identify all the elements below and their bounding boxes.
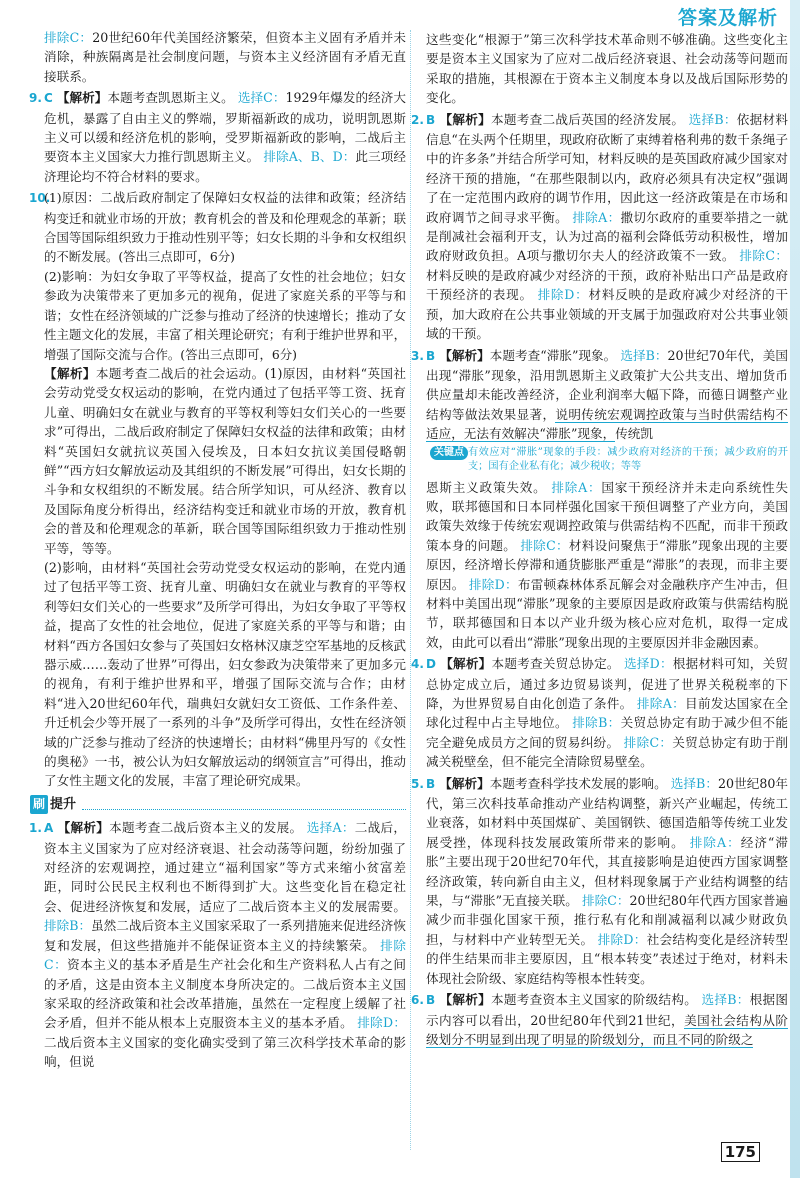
- option-tag: 排除A、B、D：: [263, 149, 356, 165]
- option-tag: 排除B：: [572, 715, 621, 731]
- section-rule: [82, 799, 406, 810]
- analysis-text: 20世纪70年代，美国出现“滞胀”现象，沿用凯恩斯主义政策扩大公共支出、增加货币供应量却未能改善经济，企业利润率大幅下降，而德日调整产业结构等做法效果显著，: [426, 347, 788, 422]
- answer-item-4: [411, 654, 789, 771]
- question-number: 2.: [411, 112, 424, 127]
- analysis-text: 国家干预经济并未走向系统性失败，联邦德国和日本同样强化国家干预但调整了产业方向，美国政策失效缘于传统宏观调控政策与供需结构不匹配，而非干预政策本身的问题。: [426, 479, 789, 553]
- analysis-label: 【解析】: [439, 992, 491, 1008]
- analysis-label: 【解析】: [44, 365, 96, 381]
- answer-letter: B: [426, 993, 436, 1008]
- analysis-label: 【解析】: [439, 347, 490, 363]
- reference-answer-2: (2)影响：为妇女争取了平等权益，提高了女性的社会地位；妇女参政为决策带来了更加多元的视角，促进了家庭关系的平等与和谐；女性在经济领域的广泛参与推动了经济的快速增长；推动了女性主题文化的发展，丰富了相关理论研究；有利于维护世界和平，增强了国际交流与合作。(答出三点即可，6分): [44, 268, 406, 362]
- analysis-text: 根据图示内容可以看出，20世纪80年代到21世纪，: [426, 992, 789, 1028]
- page-edge-tab: [790, 0, 800, 1178]
- page-number: 175: [721, 1142, 760, 1162]
- analysis-text: 虽然二战后资本主义国家采取了一系列措施来促进经济恢复和发展，但这些措施并不能保证资本主义的持续繁荣。: [44, 918, 406, 953]
- option-tag: 排除C：: [581, 893, 630, 909]
- option-tag: 选择A：: [306, 820, 355, 836]
- analysis-text: 本题考查二战后资本主义的发展。: [109, 820, 303, 836]
- option-tag: 排除D：: [357, 1015, 407, 1031]
- analysis-text: 关贸总协定有助于削减关税壁垒，但不能完全清除贸易壁垒。: [426, 734, 788, 770]
- underlined-text: 美国社会结构从阶级划分不明显到出现了明显的阶级划分，而且不同的阶级之: [426, 1012, 789, 1047]
- option-tag: 排除C：: [44, 937, 406, 973]
- analysis-text: 资本主义的基本矛盾是生产社会化和生产资料私人占有之间的矛盾，这是由资本主义制度本身所决定的。二战后资本主义国家采取的经济政策和社会改革措施，虽然在一定程度上缓解了社会矛盾，但并不能从根本上克服资本主义的基本矛盾。: [44, 957, 407, 1031]
- option-tag: 排除B：: [44, 918, 92, 934]
- analysis-text: 本题考查关贸总协定。: [491, 656, 620, 672]
- answer-continuation: 这些变化“根源于”第三次科学技术革命则不够准确。这些变化主要是资本主义国家为了应对二战后经济衰退、社会动荡等问题而采取的措施，其根源在于资本主义制度本身以及战后国际形势的变化。: [426, 32, 788, 106]
- answer-item-9: [29, 88, 407, 186]
- analysis-text: 1929年爆发的经济大危机，暴露了自由主义的弊端，罗斯福新政的成功，说明凯恩斯主义可以缓和经济危机的影响，受罗斯福新政的影响，二战后主要资本主义国家大力推行凯恩斯主义。: [44, 90, 407, 165]
- analysis-text: 此三项经济理论均不符合材料的要求。: [44, 149, 406, 184]
- analysis-text: 根据材料可知，关贸总协定成立后，通过多边贸易谈判，促进了世界关税税率的下降，为世界贸易自由化创造了条件。: [426, 656, 788, 711]
- option-tag: 排除C：: [739, 248, 788, 264]
- option-tag: 排除A：: [551, 479, 602, 495]
- answer-item-6: [411, 990, 789, 1049]
- analysis-text: 本题考查凯恩斯主义。: [107, 90, 234, 106]
- question-number: 6.: [411, 993, 424, 1008]
- answer-letter: B: [426, 776, 436, 791]
- option-tag: 选择B：: [670, 775, 718, 791]
- option-tag: 排除A：: [572, 209, 621, 225]
- analysis-text: 二战后资本主义国家的变化确实受到了第三次科学技术革命的影响，但说: [44, 1034, 406, 1070]
- answer-item-3: [411, 346, 789, 653]
- analysis-text: 依据材料信息“在头两个任期里，现政府砍断了束缚着格利弗的数千条绳子中的许多条”并结合所学可知，材料反映的是英国政府减少国家对经济干预的措施，“在那些限制以内，政府必须具有决定权”强调了在一定范围内政府的调节作用，因此这一经济政策是在市场和政府调节之间寻求平衡。: [426, 111, 789, 225]
- option-tag: 排除A：: [636, 696, 686, 711]
- right-column: [411, 30, 789, 1051]
- analysis-label: 【解析】: [439, 775, 490, 791]
- answer-letter: A: [44, 821, 54, 836]
- analysis-text: 二战后，资本主义国家为了应对经济衰退、社会动荡等问题，纷纷加强了对经济的宏观调控，通过建立“福利国家”等方式来缩小贫富差距，同时公民民主权利也不断得到扩大。这些变化旨在稳定社会、促进经济恢复和发展，适应了二战后资本主义的发展需要。: [44, 820, 406, 914]
- option-tag: 排除C：: [44, 30, 93, 45]
- answer-item-10: [29, 188, 407, 791]
- section-badge: 刷: [30, 795, 48, 814]
- analysis-text: 社会结构变化是经济转型的伴生结果而非主要原因，且“根本转变”表述过于绝对，材料未体现社会阶级、家庭结构等根本性转变。: [426, 931, 789, 986]
- analysis-text: 关贸总协定有助于减少但不能完全避免成员方之间的贸易纠纷。: [426, 715, 789, 750]
- answer-text: 20世纪60年代美国经济繁荣，但资本主义固有矛盾并未消除，种族隔离是社会制度问题，与资本主义经济固有矛盾无直接联系。: [44, 30, 406, 84]
- question-number: 9.: [29, 91, 42, 106]
- analysis-label: 【解析】: [56, 90, 108, 106]
- left-column: [29, 28, 407, 1074]
- option-tag: 排除C：: [520, 537, 569, 553]
- answer-letter: B: [426, 348, 436, 363]
- answer-letter: B: [426, 112, 436, 127]
- answer-continuation: [44, 28, 406, 86]
- analysis-text: 材料设问聚焦于“滞胀”现象出现的主要原因，经济增长停滞和通货膨胀严重是“滞胀”的表现，而非主要原因。: [426, 537, 788, 592]
- option-tag: 选择B：: [701, 992, 750, 1008]
- answer-item-2: [411, 110, 789, 344]
- page-header: [0, 0, 800, 30]
- analysis-text: 恩斯主义政策失效。: [426, 479, 547, 495]
- question-number: 3.: [411, 348, 424, 363]
- answer-letter: D: [426, 657, 436, 672]
- section-label: 提升: [50, 796, 77, 812]
- analysis-paragraph-2: (2)影响，由材料“英国社会劳动党受女权运动的影响，在党内通过了包括平等工资、抚育儿童、明确妇女在就业与教育的平等权利等妇女们关心的一些要求”及所学可得出，为妇女争取了平等权益，提高了女性的社会地位，促进了家庭关系的平等与和谐；由材料“西方各国妇女参与了英国妇女格林汉康芝空军基地的反核武器示威……轰动了世界”可得出，妇女参政为决策带来了更加多元的视角，有利于维护世界和平，增强了国际交流与合作；由材料“进入20世纪60年代，瑞典妇女就妇女工资低、工作条件差、升迁机会少等开展了一系列的斗争”及所学可得出，女性在经济领域的广泛参与推动了经济的快速增长；由材料“佛里丹写的《女性的奥秘》一书，被公认为妇女解放运动的纲领宣言”可得出，推动了女性主题文化的发展，丰富了理论研究成果。: [44, 559, 406, 789]
- option-tag: 排除D：: [537, 287, 589, 303]
- analysis-text: 传统凯: [615, 426, 653, 442]
- option-tag: 选择B：: [620, 347, 668, 363]
- answer-item-5: [411, 774, 789, 988]
- analysis-text: 本题考查二战后英国的经济发展。: [491, 111, 685, 127]
- answer-letter: C: [44, 91, 53, 106]
- column-divider: [410, 30, 411, 1150]
- reference-answer-1: (1)原因：二战后政府制定了保障妇女权益的法律和政策；经济结构变迁和就业市场的开放；教育机会的普及和伦理观念的革新；联合国等国际组织致力于推动性别平等；妇女长期的斗争和女权组织的不断发展。(答出三点即可，6分): [44, 190, 406, 265]
- analysis-text: 材料反映的是政府减少对经济的干预，政府补贴出口产品是政府干预经济的表现。: [426, 267, 788, 303]
- analysis-text: 本题考查资本主义国家的阶级结构。: [491, 992, 698, 1008]
- answer-item-1: [29, 818, 407, 1071]
- question-number: 5.: [411, 776, 424, 791]
- analysis-text: 目前发达国家在全球化过程中占主导地位。: [426, 696, 788, 731]
- option-tag: 排除D：: [597, 931, 647, 947]
- analysis-text: 本题考查二战后的社会运动。(1)原因，由材料“英国社会劳动党受女权运动的影响，在党内通过了包括平等工资、抚育儿童、明确妇女在就业与教育的平等权利等妇女们关心的一些要求”可得出，二战后政府制定了保障妇女权益的法律和政策；由材料“英国妇女就抗议英国入侵埃及，日本妇女抗议美国侵略朝鲜”“西方妇女解放运动及其组织的不断发展”可得出，妇女长期的斗争和女权组织的不断发展。结合所学知识，可从经济、教育以及国际角度分析得出，经济结构变迁和就业市场的开放，教育机会的普及和伦理观念的革新，联合国等国际组织致力于推动性别平等，等等。: [44, 365, 407, 556]
- analysis-text: 材料反映的是政府减少对经济的干预，加大政府在公共事业领域的开支属于加强政府对公共事业领域的干预。: [426, 287, 788, 342]
- key-point-note: [426, 446, 788, 474]
- question-number: 4.: [411, 657, 424, 672]
- analysis-label: 【解析】: [57, 820, 110, 836]
- key-point-badge: 关键点: [430, 446, 468, 460]
- option-tag: 排除A：: [689, 834, 741, 850]
- key-point-text: 有效应对“滞胀”现象的手段：减少政府对经济的干预；减少政府的开支；国有企业私有化；减少税收；等等: [468, 446, 788, 472]
- analysis-text: 20世纪80年代西方国家普遍减少而非强化国家干预，推行私有化和削减福利以减少财政负担，与材料中产业转型无关。: [426, 893, 788, 947]
- analysis-text: 经济“滞胀”主要出现于20世纪70年代，其直接影响是迫使西方国家调整经济政策，转向新自由主义，但材料现象属于产业结构调整的结果，与“滞胀”无直接关联。: [426, 834, 788, 909]
- question-number: 1.: [29, 821, 42, 836]
- analysis-text: 20世纪80年代，第三次科技革命推动产业结构调整，新兴产业崛起，传统工业衰落，如材料中英国煤矿、美国钢铁、德国造船等传统工业发展受挫，体现科技发展政策所带来的影响。: [426, 775, 789, 850]
- analysis-label: 【解析】: [439, 111, 491, 127]
- analysis-text: 本题考查“滞胀”现象。: [489, 347, 617, 363]
- analysis-text: 布雷顿森林体系瓦解会对金融秩序产生冲击，但材料中美国出现“滞胀”现象的主要原因是政府政策与供需结构脱节，联邦德国和日本以产业升级为核心应对危机，取得一定成效，由此可以看出“滞胀”现象出现的主要原因并非金融因素。: [426, 576, 788, 650]
- analysis-paragraph: [44, 364, 406, 558]
- analysis-text: 撒切尔政府的重要举措之一就是削减社会福利开支，认为过高的福利会降低劳动积极性，增加政府财政负担。A项与撒切尔夫人的经济政策不一致。: [426, 209, 788, 264]
- option-tag: 排除D：: [468, 576, 518, 592]
- option-tag: 选择D：: [623, 656, 673, 672]
- section-heading: [30, 795, 406, 814]
- header-title: 答案及解析: [677, 7, 778, 29]
- underlined-text: 说明传统宏观调控政策与当时供需结构不适应，无法有效解决“滞胀”现象，: [426, 406, 789, 442]
- option-tag: 排除C：: [623, 734, 673, 750]
- option-tag: 选择C：: [237, 90, 286, 106]
- option-tag: 选择B：: [688, 111, 737, 127]
- question-number: 10.: [29, 191, 51, 206]
- analysis-text: 本题考查科学技术发展的影响。: [489, 775, 667, 791]
- analysis-label: 【解析】: [440, 656, 492, 672]
